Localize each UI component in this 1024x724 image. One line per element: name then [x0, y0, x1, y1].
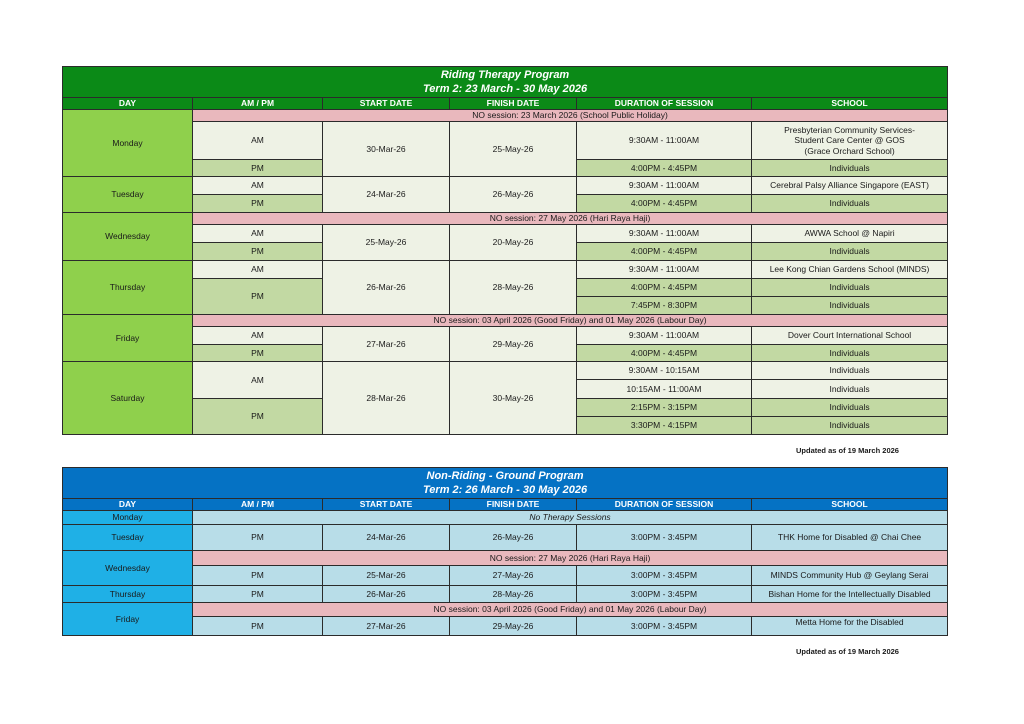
ampm-cell: AM	[193, 122, 323, 160]
duration-cell: 4:00PM - 4:45PM	[577, 345, 752, 362]
col-header-start: START DATE	[323, 499, 450, 511]
finish-date-cell: 27-May-26	[450, 566, 577, 586]
duration-cell: 2:15PM - 3:15PM	[577, 399, 752, 417]
table-row	[63, 315, 948, 327]
duration-cell: 4:00PM - 4:45PM	[577, 195, 752, 213]
col-header-school: SCHOOL	[752, 499, 948, 511]
table-row	[63, 362, 948, 380]
table-row	[63, 327, 948, 345]
ampm-cell: PM	[193, 243, 323, 261]
day-cell-friday: Friday	[63, 603, 193, 636]
school-cell: Bishan Home for the Intellectually Disabled	[752, 586, 948, 603]
school-cell: Individuals	[752, 380, 948, 399]
ground-title-cell	[63, 468, 948, 499]
duration-cell: 9:30AM - 11:00AM	[577, 261, 752, 279]
table-row	[63, 511, 948, 525]
duration-cell: 4:00PM - 4:45PM	[577, 160, 752, 177]
school-cell: THK Home for Disabled @ Chai Chee	[752, 525, 948, 551]
ampm-cell: AM	[193, 177, 323, 195]
table-row	[63, 617, 948, 636]
school-cell: Individuals	[752, 362, 948, 380]
start-date-cell: 27-Mar-26	[323, 617, 450, 636]
table-row	[63, 261, 948, 279]
finish-date-cell: 28-May-26	[450, 586, 577, 603]
start-date-cell: 26-Mar-26	[323, 586, 450, 603]
day-cell-saturday: Saturday	[63, 362, 193, 435]
riding-term-title: Term 2: 23 March - 30 May 2026	[423, 83, 588, 95]
start-date-cell: 24-Mar-26	[323, 525, 450, 551]
day-cell-tuesday: Tuesday	[63, 177, 193, 213]
duration-cell: 9:30AM - 11:00AM	[577, 122, 752, 160]
col-header-finish: FINISH DATE	[450, 499, 577, 511]
col-header-school: SCHOOL	[752, 98, 948, 110]
day-cell-monday: Monday	[63, 110, 193, 177]
day-cell-wednesday: Wednesday	[63, 213, 193, 261]
school-cell: Individuals	[752, 345, 948, 362]
ground-program-table	[62, 467, 948, 636]
ampm-cell: PM	[193, 586, 323, 603]
duration-cell: 10:15AM - 11:00AM	[577, 380, 752, 399]
no-session-note: NO session: 03 April 2026 (Good Friday) and 01 May 2026 (Labour Day)	[193, 315, 948, 327]
finish-date-cell: 29-May-26	[450, 617, 577, 636]
table-row	[63, 225, 948, 243]
ampm-cell: AM	[193, 327, 323, 345]
finish-date-cell: 25-May-26	[450, 122, 577, 177]
finish-date-cell: 26-May-26	[450, 525, 577, 551]
table-row	[63, 525, 948, 551]
day-cell-monday: Monday	[63, 511, 193, 525]
school-cell: Individuals	[752, 417, 948, 435]
ampm-cell: PM	[193, 345, 323, 362]
day-cell-wednesday: Wednesday	[63, 551, 193, 586]
riding-header-row	[63, 98, 948, 110]
no-therapy-note: No Therapy Sessions	[193, 511, 948, 525]
duration-cell: 4:00PM - 4:45PM	[577, 279, 752, 297]
ampm-cell: AM	[193, 261, 323, 279]
day-cell-thursday: Thursday	[63, 586, 193, 603]
finish-date-cell: 29-May-26	[450, 327, 577, 362]
col-header-duration: DURATION OF SESSION	[577, 98, 752, 110]
finish-date-cell: 30-May-26	[450, 362, 577, 435]
start-date-cell: 30-Mar-26	[323, 122, 450, 177]
ground-term-title: Term 2: 26 March - 30 May 2026	[423, 484, 588, 496]
school-cell	[752, 122, 948, 160]
col-header-finish: FINISH DATE	[450, 98, 577, 110]
duration-cell: 9:30AM - 10:15AM	[577, 362, 752, 380]
school-cell: Individuals	[752, 279, 948, 297]
ground-program-title: Non-Riding - Ground Program	[426, 470, 584, 482]
ampm-cell: PM	[193, 617, 323, 636]
start-date-cell: 25-Mar-26	[323, 566, 450, 586]
duration-cell: 9:30AM - 11:00AM	[577, 177, 752, 195]
day-cell-tuesday: Tuesday	[63, 525, 193, 551]
ampm-cell: PM	[193, 399, 323, 435]
table-row	[63, 110, 948, 122]
no-session-note: NO session: 03 April 2026 (Good Friday) and 01 May 2026 (Labour Day)	[193, 603, 948, 617]
finish-date-cell: 26-May-26	[450, 177, 577, 213]
start-date-cell: 28-Mar-26	[323, 362, 450, 435]
school-cell: Metta Home for the Disabled	[752, 617, 948, 636]
duration-cell: 4:00PM - 4:45PM	[577, 243, 752, 261]
duration-cell: 9:30AM - 11:00AM	[577, 327, 752, 345]
ground-updated-note: Updated as of 19 March 2026	[796, 647, 899, 656]
duration-cell: 7:45PM - 8:30PM	[577, 297, 752, 315]
table-row	[63, 213, 948, 225]
day-cell-thursday: Thursday	[63, 261, 193, 315]
col-header-ampm: AM / PM	[193, 499, 323, 511]
school-cell: Individuals	[752, 297, 948, 315]
school-line: (Grace Orchard School)	[804, 145, 895, 156]
col-header-day: DAY	[63, 98, 193, 110]
table-row	[63, 551, 948, 566]
no-session-note: NO session: 27 May 2026 (Hari Raya Haji)	[193, 213, 948, 225]
start-date-cell: 26-Mar-26	[323, 261, 450, 315]
col-header-duration: DURATION OF SESSION	[577, 499, 752, 511]
table-row	[63, 603, 948, 617]
duration-cell: 3:00PM - 3:45PM	[577, 525, 752, 551]
no-session-note: NO session: 23 March 2026 (School Public Holiday)	[193, 110, 948, 122]
duration-cell: 3:30PM - 4:15PM	[577, 417, 752, 435]
table-row	[63, 122, 948, 160]
ampm-cell: PM	[193, 195, 323, 213]
day-cell-friday: Friday	[63, 315, 193, 362]
duration-cell: 9:30AM - 11:00AM	[577, 225, 752, 243]
ground-header-row	[63, 499, 948, 511]
finish-date-cell: 28-May-26	[450, 261, 577, 315]
school-cell: Dover Court International School	[752, 327, 948, 345]
finish-date-cell: 20-May-26	[450, 225, 577, 261]
school-cell: MINDS Community Hub @ Geylang Serai	[752, 566, 948, 586]
school-cell: AWWA School @ Napiri	[752, 225, 948, 243]
ampm-cell: PM	[193, 566, 323, 586]
col-header-ampm: AM / PM	[193, 98, 323, 110]
start-date-cell: 27-Mar-26	[323, 327, 450, 362]
col-header-day: DAY	[63, 499, 193, 511]
school-cell: Cerebral Palsy Alliance Singapore (EAST)	[752, 177, 948, 195]
ampm-cell: PM	[193, 160, 323, 177]
school-cell: Lee Kong Chian Gardens School (MINDS)	[752, 261, 948, 279]
table-row	[63, 177, 948, 195]
ampm-cell: PM	[193, 279, 323, 315]
riding-title-cell	[63, 67, 948, 98]
col-header-start: START DATE	[323, 98, 450, 110]
ampm-cell: AM	[193, 225, 323, 243]
riding-program-title: Riding Therapy Program	[440, 69, 570, 81]
riding-updated-note: Updated as of 19 March 2026	[796, 446, 899, 455]
school-line: Presbyterian Community Services-	[784, 124, 915, 135]
start-date-cell: 24-Mar-26	[323, 177, 450, 213]
duration-cell: 3:00PM - 3:45PM	[577, 566, 752, 586]
ampm-cell: AM	[193, 362, 323, 399]
duration-cell: 3:00PM - 3:45PM	[577, 586, 752, 603]
school-cell: Individuals	[752, 243, 948, 261]
school-cell: Individuals	[752, 399, 948, 417]
ampm-cell: PM	[193, 525, 323, 551]
school-cell: Individuals	[752, 195, 948, 213]
school-line: Student Care Center @ GOS	[794, 135, 905, 146]
no-session-note: NO session: 27 May 2026 (Hari Raya Haji)	[193, 551, 948, 566]
duration-cell: 3:00PM - 3:45PM	[577, 617, 752, 636]
table-row	[63, 586, 948, 603]
riding-therapy-table	[62, 66, 948, 435]
table-row	[63, 566, 948, 586]
school-cell: Individuals	[752, 160, 948, 177]
start-date-cell: 25-May-26	[323, 225, 450, 261]
